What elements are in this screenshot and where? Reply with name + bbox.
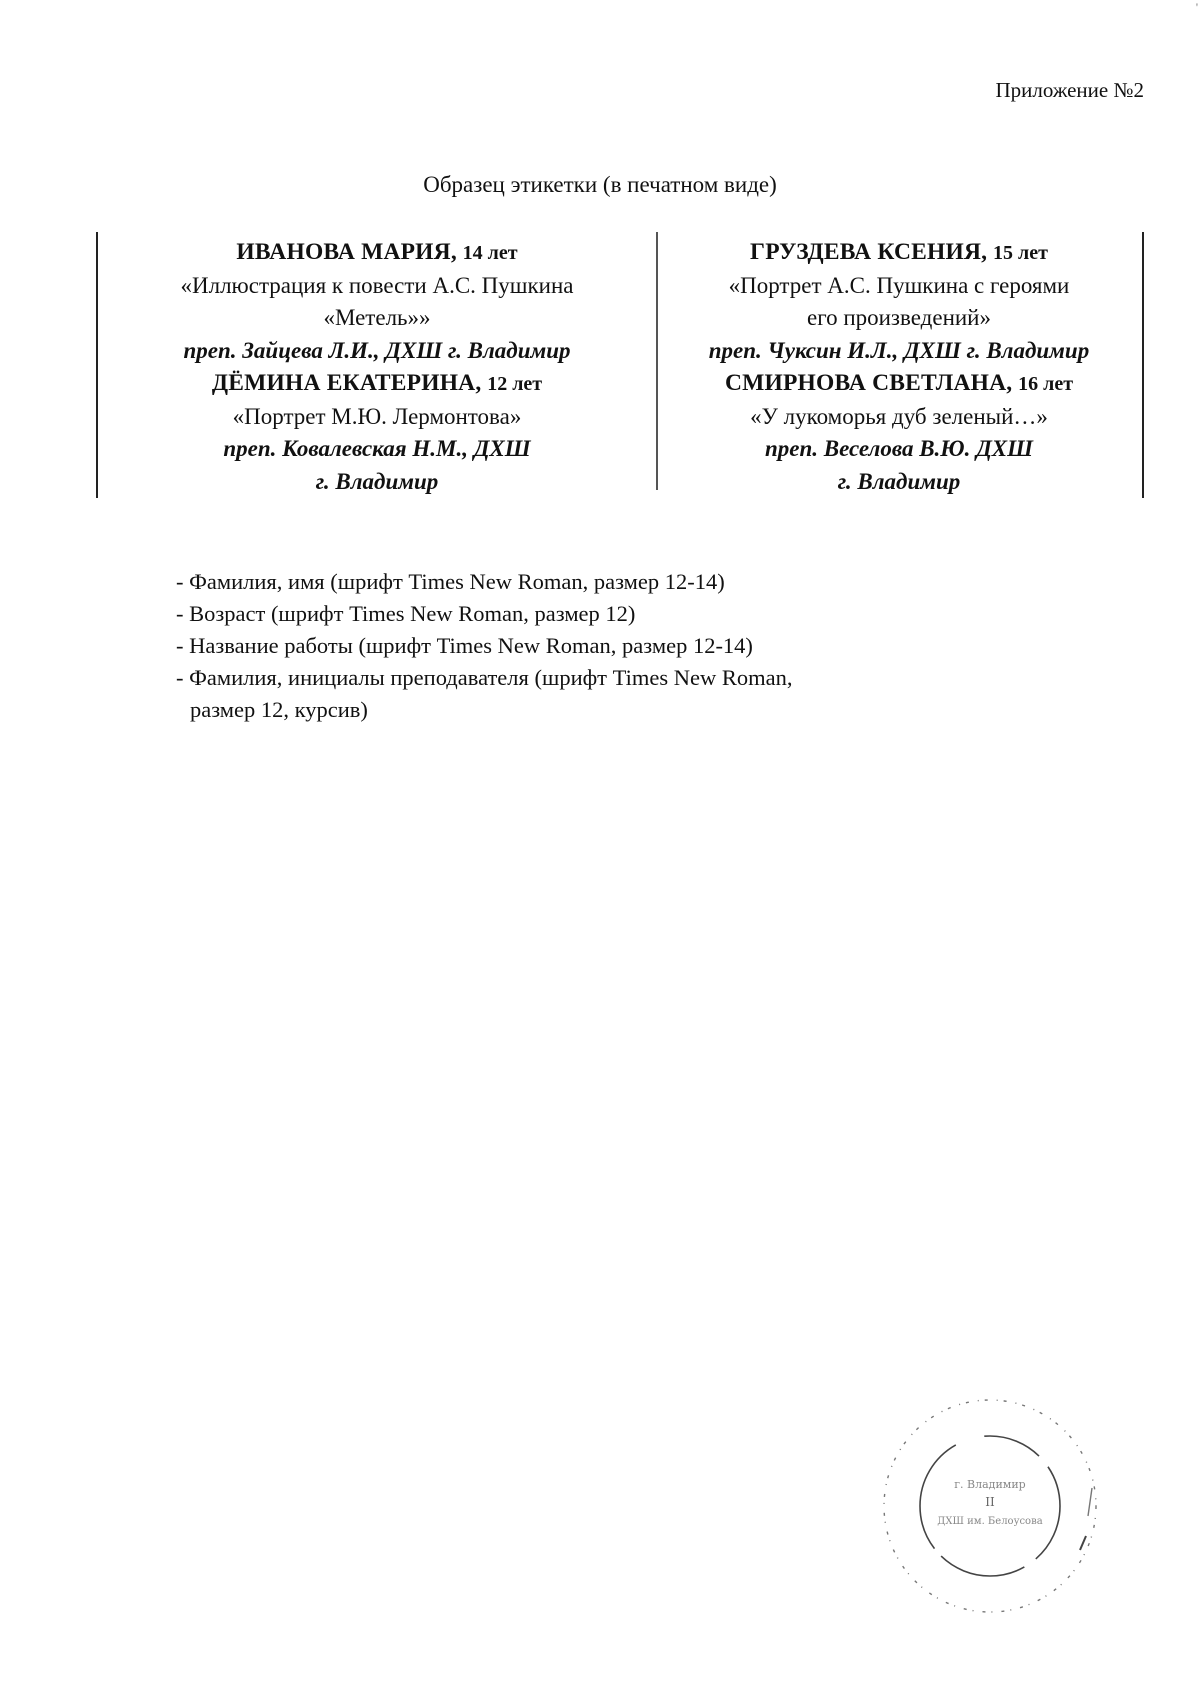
teacher-name: преп. Веселова В.Ю. ДХШ	[764, 436, 1034, 461]
work-title: «Иллюстрация к повести А.С. Пушкина	[180, 272, 574, 298]
stamp-text: г. Владимир	[954, 1478, 1026, 1491]
teacher-name: преп. Чуксин И.Л., ДХШ г. Владимир	[708, 337, 1090, 363]
round-seal-stamp	[868, 1388, 1112, 1632]
teacher-city: г. Владимир	[315, 468, 439, 494]
label-right-border	[1142, 232, 1144, 498]
label-entry-gruzdeva	[660, 236, 1138, 367]
student-name: ИВАНОВА МАРИЯ,	[236, 239, 457, 265]
label-divider	[656, 232, 658, 490]
appendix-label: Приложение №2	[995, 78, 1144, 102]
requirement-item: - Фамилия, инициалы преподавателя (шрифт Times New Roman,	[176, 665, 793, 690]
stamp-text: II	[985, 1495, 995, 1509]
work-title-cont: его произведений»	[807, 305, 991, 330]
document-title: Образец этикетки (в печатном виде)	[423, 172, 777, 197]
student-name: ДЁМИНА ЕКАТЕРИНА,	[211, 370, 482, 396]
requirement-item-cont: размер 12, курсив)	[190, 697, 368, 722]
requirement-item: - Название работы (шрифт Times New Roman, размер 12-14)	[176, 633, 753, 658]
label-left-border	[96, 232, 98, 498]
student-name: ГРУЗДЕВА КСЕНИЯ,	[750, 239, 988, 265]
requirement-item: - Фамилия, имя (шрифт Times New Roman, размер 12-14)	[176, 569, 725, 594]
teacher-name: преп. Зайцева Л.И., ДХШ г. Владимир	[183, 337, 571, 363]
student-age: 14 лет	[462, 242, 518, 264]
student-age: 15 лет	[993, 242, 1048, 264]
student-age: 16 лет	[1018, 373, 1074, 395]
work-title: «Портрет А.С. Пушкина с героями	[728, 272, 1070, 298]
requirement-item: - Возраст (шрифт Times New Roman, размер 12)	[176, 601, 636, 626]
teacher-name: преп. Ковалевская Н.М., ДХШ	[223, 436, 531, 461]
label-entry-demina	[100, 367, 654, 498]
student-name: СМИРНОВА СВЕТЛАНА,	[724, 370, 1013, 396]
work-title-cont: «Метель»»	[323, 305, 431, 330]
label-column-left	[100, 236, 654, 498]
label-entry-smirnova	[660, 367, 1138, 498]
label-column-right	[660, 236, 1138, 498]
teacher-city: г. Владимир	[837, 468, 961, 494]
stamp-text: ДХШ им. Белоусова	[937, 1516, 1043, 1527]
label-entry-ivanova	[100, 236, 654, 367]
font-requirements-list	[176, 566, 792, 726]
scan-artifact: '	[1195, 0, 1198, 14]
student-age: 12 лет	[487, 373, 543, 395]
work-title: «У лукоморья дуб зеленый…»	[750, 403, 1048, 429]
work-title: «Портрет М.Ю. Лермонтова»	[232, 403, 522, 429]
